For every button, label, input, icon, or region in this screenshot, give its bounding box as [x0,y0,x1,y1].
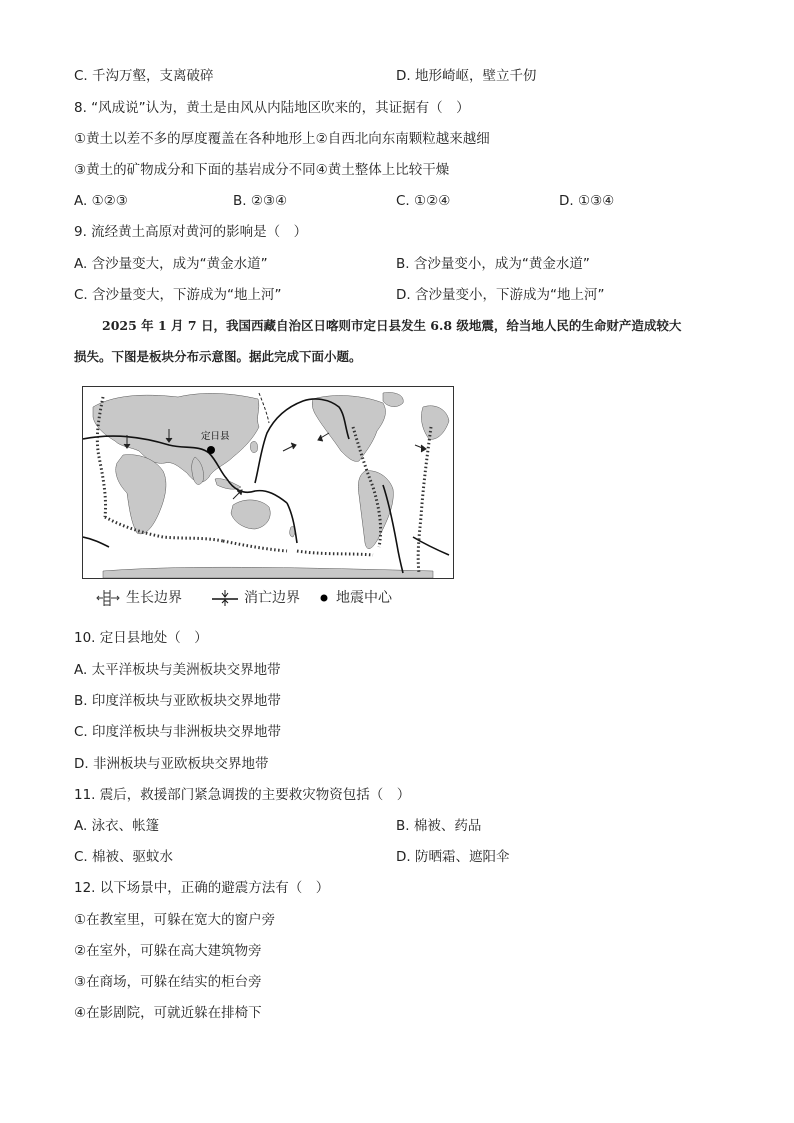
map-place-label: 定日县 [201,431,230,442]
q12-stem: 12. 以下场景中，正确的避震方法有（ ） [74,880,330,896]
land-australia [231,500,270,529]
q11-option-a: A. 泳衣、帐篷 [74,818,160,834]
q9-option-b: B. 含沙量变小，成为“黄金水道” [396,256,590,272]
q12-statement-1: ①在教室里，可躲在宽大的窗户旁 [74,912,276,928]
q8-stem: 8. “风成说”认为，黄土是由风从内陆地区吹来的，其证据有（ ） [74,100,470,116]
plate-motion-arrow [415,445,426,452]
plate-motion-arrow [283,443,296,451]
q11-option-d: D. 防晒霜、遮阳伞 [396,849,510,865]
ridge-boundary-southeast-indian [223,541,287,551]
passage-line-1: 2025 年 1 月 7 日，我国西藏自治区日喀则市定日县发生 6.8 级地震，给当地人民的生命财产造成较大 [102,318,682,333]
land-antarctica-edge [103,567,433,578]
trench-boundary-west-edge [83,537,109,547]
trench-boundary-sunda [227,479,287,503]
passage-line-2: 损失。下图是板块分布示意图。据此完成下面小题。 [74,349,362,364]
q10-stem: 10. 定日县地处（ ） [74,630,208,646]
q7-option-c: C. 千沟万壑，支离破碎 [74,68,214,84]
plate-map-drawing [83,387,453,578]
q10-option-c: C. 印度洋板块与非洲板块交界地带 [74,724,282,740]
q8-statements-3-4: ③黄土的矿物成分和下面的基岩成分不同④黄土整体上比较干燥 [74,162,450,178]
q9-option-c: C. 含沙量变大，下游成为“地上河” [74,287,282,303]
ridge-boundary-pacific-antarctic [297,551,373,555]
plate-motion-arrow [318,433,329,441]
q12-statement-3: ③在商场，可躲在结实的柜台旁 [74,974,262,990]
legend-epicenter-label: 地震中心 [336,590,392,606]
q11-option-b: B. 棉被、药品 [396,818,482,834]
legend-epicenter [318,588,392,608]
q12-statement-2: ②在室外，可躲在高大建筑物旁 [74,943,262,959]
q9-option-a: A. 含沙量变大，成为“黄金水道” [74,256,268,272]
q9-stem: 9. 流经黄土高原对黄河的影响是（ ） [74,224,308,240]
land-europe-west [421,406,449,440]
q12-statement-4: ④在影剧院，可就近躲在排椅下 [74,1005,262,1021]
land-north-america [312,396,385,462]
q9-option-d: D. 含沙量变小，下游成为“地上河” [396,287,605,303]
ridge-boundary-indian [105,517,223,541]
land-japan [250,441,257,452]
plate-distribution-map [82,386,454,579]
legend-trench [210,588,300,608]
q11-stem: 11. 震后，救援部门紧急调拨的主要救灾物资包括（ ） [74,787,411,803]
q11-option-c: C. 棉被、驱蚊水 [74,849,174,865]
land-greenland [383,392,403,406]
dashed-boundary-north-pacific [259,393,269,423]
trench-legend-icon [210,588,240,608]
q8-option-d: D. ①③④ [559,193,615,209]
plate-motion-arrow [233,490,242,499]
land-africa [116,455,166,534]
ridge-legend-icon [96,588,122,608]
q8-option-c: C. ①②④ [396,193,451,209]
epicenter-marker [207,446,215,454]
q8-option-a: A. ①②③ [74,193,128,209]
q7-option-d: D. 地形崎岖，壁立千仞 [396,68,537,84]
q10-option-a: A. 太平洋板块与美洲板块交界地带 [74,662,281,678]
q10-option-b: B. 印度洋板块与亚欧板块交界地带 [74,693,281,709]
legend-trench-label: 消亡边界 [244,590,300,606]
q8-statements-1-2: ①黄土以差不多的厚度覆盖在各种地形上②自西北向东南颗粒越来越细 [74,131,490,147]
epicenter-legend-icon [318,588,332,608]
land-south-america [358,471,393,549]
q10-option-d: D. 非洲板块与亚欧板块交界地带 [74,756,269,772]
legend-ridge-label: 生长边界 [126,590,182,606]
legend-ridge [96,588,182,608]
q8-option-b: B. ②③④ [233,193,288,209]
